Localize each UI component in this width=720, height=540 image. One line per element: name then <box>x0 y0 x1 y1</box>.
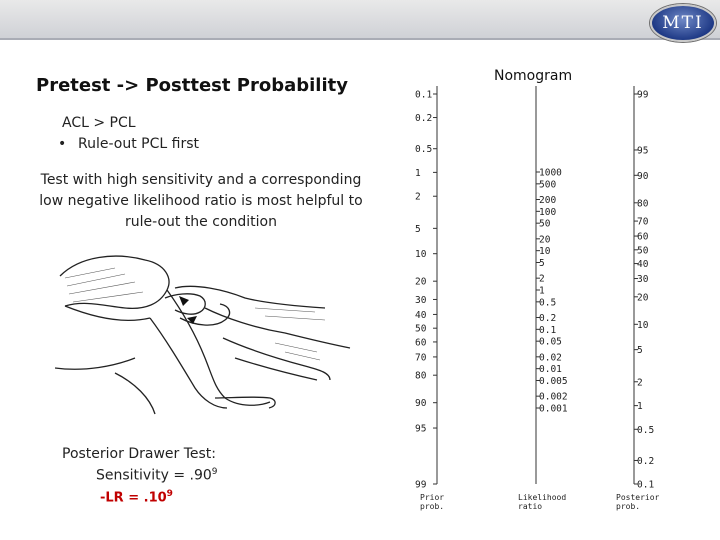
lr-tick-label: 20 <box>539 234 551 246</box>
logo-text: MTI <box>662 13 704 33</box>
lr-label-2: ratio <box>518 502 543 511</box>
sensitivity-value <box>96 467 218 484</box>
posterior-tick-label: 2 <box>637 377 643 389</box>
prior-tick-label: 60 <box>415 337 427 349</box>
posterior-tick-label: 60 <box>637 231 649 243</box>
lr-tick-label: 1 <box>539 285 545 297</box>
post-label-2: prob. <box>616 502 641 511</box>
posterior-tick-label: 20 <box>637 292 649 304</box>
prior-tick-label: 30 <box>415 294 427 306</box>
posterior-tick-label: 5 <box>637 345 643 357</box>
sensitivity-text: Sensitivity = .90 <box>96 467 212 484</box>
lr-tick-label: 0.002 <box>539 391 568 403</box>
prior-tick-label: 0.2 <box>415 113 433 125</box>
prior-tick-label: 1 <box>415 167 421 179</box>
posterior-tick-label: 99 <box>637 89 649 101</box>
prior-tick-label: 20 <box>415 276 427 288</box>
prior-tick-label: 99 <box>415 479 427 491</box>
posterior-tick-label: 50 <box>637 245 649 257</box>
lr-text: -LR = .10 <box>100 490 167 506</box>
lr-tick-label: 0.5 <box>539 297 557 309</box>
lr-tick-label: 2 <box>539 273 545 285</box>
lr-tick-label: 0.1 <box>539 324 557 336</box>
prior-tick-label: 0.1 <box>415 89 433 101</box>
lr-tick-label: 200 <box>539 194 557 206</box>
lr-tick-label: 1000 <box>539 167 562 179</box>
lr-tick-label: 0.05 <box>539 336 562 348</box>
prior-tick-label: 80 <box>415 370 427 382</box>
subtitle: ACL > PCL <box>62 115 136 131</box>
lr-tick-label: 100 <box>539 206 557 218</box>
lr-label-1: Likelihood <box>518 493 567 502</box>
prior-tick-label: 50 <box>415 323 427 335</box>
sensitivity-superscript: 9 <box>211 467 218 477</box>
lr-tick-label: 0.005 <box>539 376 568 388</box>
prior-tick-label: 2 <box>415 191 421 203</box>
posterior-tick-label: 40 <box>637 259 649 271</box>
lr-superscript: 9 <box>166 489 173 499</box>
body-paragraph: Test with high sensitivity and a corresponding low negative likelihood ratio is most helpful to rule-out the condition <box>39 172 363 230</box>
posterior-tick-label: 80 <box>637 198 649 210</box>
posterior-tick-label: 95 <box>637 145 649 157</box>
lr-tick-label: 5 <box>539 258 545 270</box>
prior-tick-label: 70 <box>415 352 427 364</box>
bullet-dot: • <box>58 136 67 152</box>
knee-exam-illustration <box>55 248 355 416</box>
negative-lr-value <box>100 489 173 505</box>
lr-tick-label: 50 <box>539 218 551 230</box>
posterior-tick-label: 30 <box>637 274 649 286</box>
prior-tick-label: 40 <box>415 309 427 321</box>
lr-tick-label: 0.2 <box>539 312 557 324</box>
posterior-tick-label: 90 <box>637 170 649 182</box>
prior-tick-label: 90 <box>415 398 427 410</box>
header-bar <box>0 0 720 40</box>
prior-tick-label: 5 <box>415 223 421 235</box>
slide-title: Pretest -> Posttest Probability <box>36 75 348 96</box>
prior-tick-label: 0.5 <box>415 144 433 156</box>
lr-tick-label: 500 <box>539 179 557 191</box>
posterior-tick-label: 0.5 <box>637 424 655 436</box>
prior-tick-label: 95 <box>415 423 427 435</box>
prior-label-2: prob. <box>420 502 445 511</box>
mti-logo <box>650 4 716 42</box>
lr-tick-label: 0.001 <box>539 403 568 415</box>
posterior-tick-label: 1 <box>637 401 643 413</box>
lr-tick-label: 0.01 <box>539 364 562 376</box>
posterior-tick-label: 0.1 <box>637 479 655 491</box>
fagan-nomogram <box>408 84 664 514</box>
lr-tick-label: 10 <box>539 246 551 258</box>
bullet-item <box>58 136 199 152</box>
bullet-text: Rule-out PCL first <box>78 136 199 152</box>
prior-label-1: Prior <box>420 493 445 502</box>
posterior-tick-label: 10 <box>637 319 649 331</box>
lr-tick-label: 0.02 <box>539 352 562 364</box>
posterior-tick-label: 0.2 <box>637 455 655 467</box>
posterior-tick-label: 70 <box>637 216 649 228</box>
test-name: Posterior Drawer Test: <box>62 446 216 462</box>
nomogram-title: Nomogram <box>494 68 573 84</box>
prior-tick-label: 10 <box>415 249 427 261</box>
post-label-1: Posterior <box>616 493 660 502</box>
